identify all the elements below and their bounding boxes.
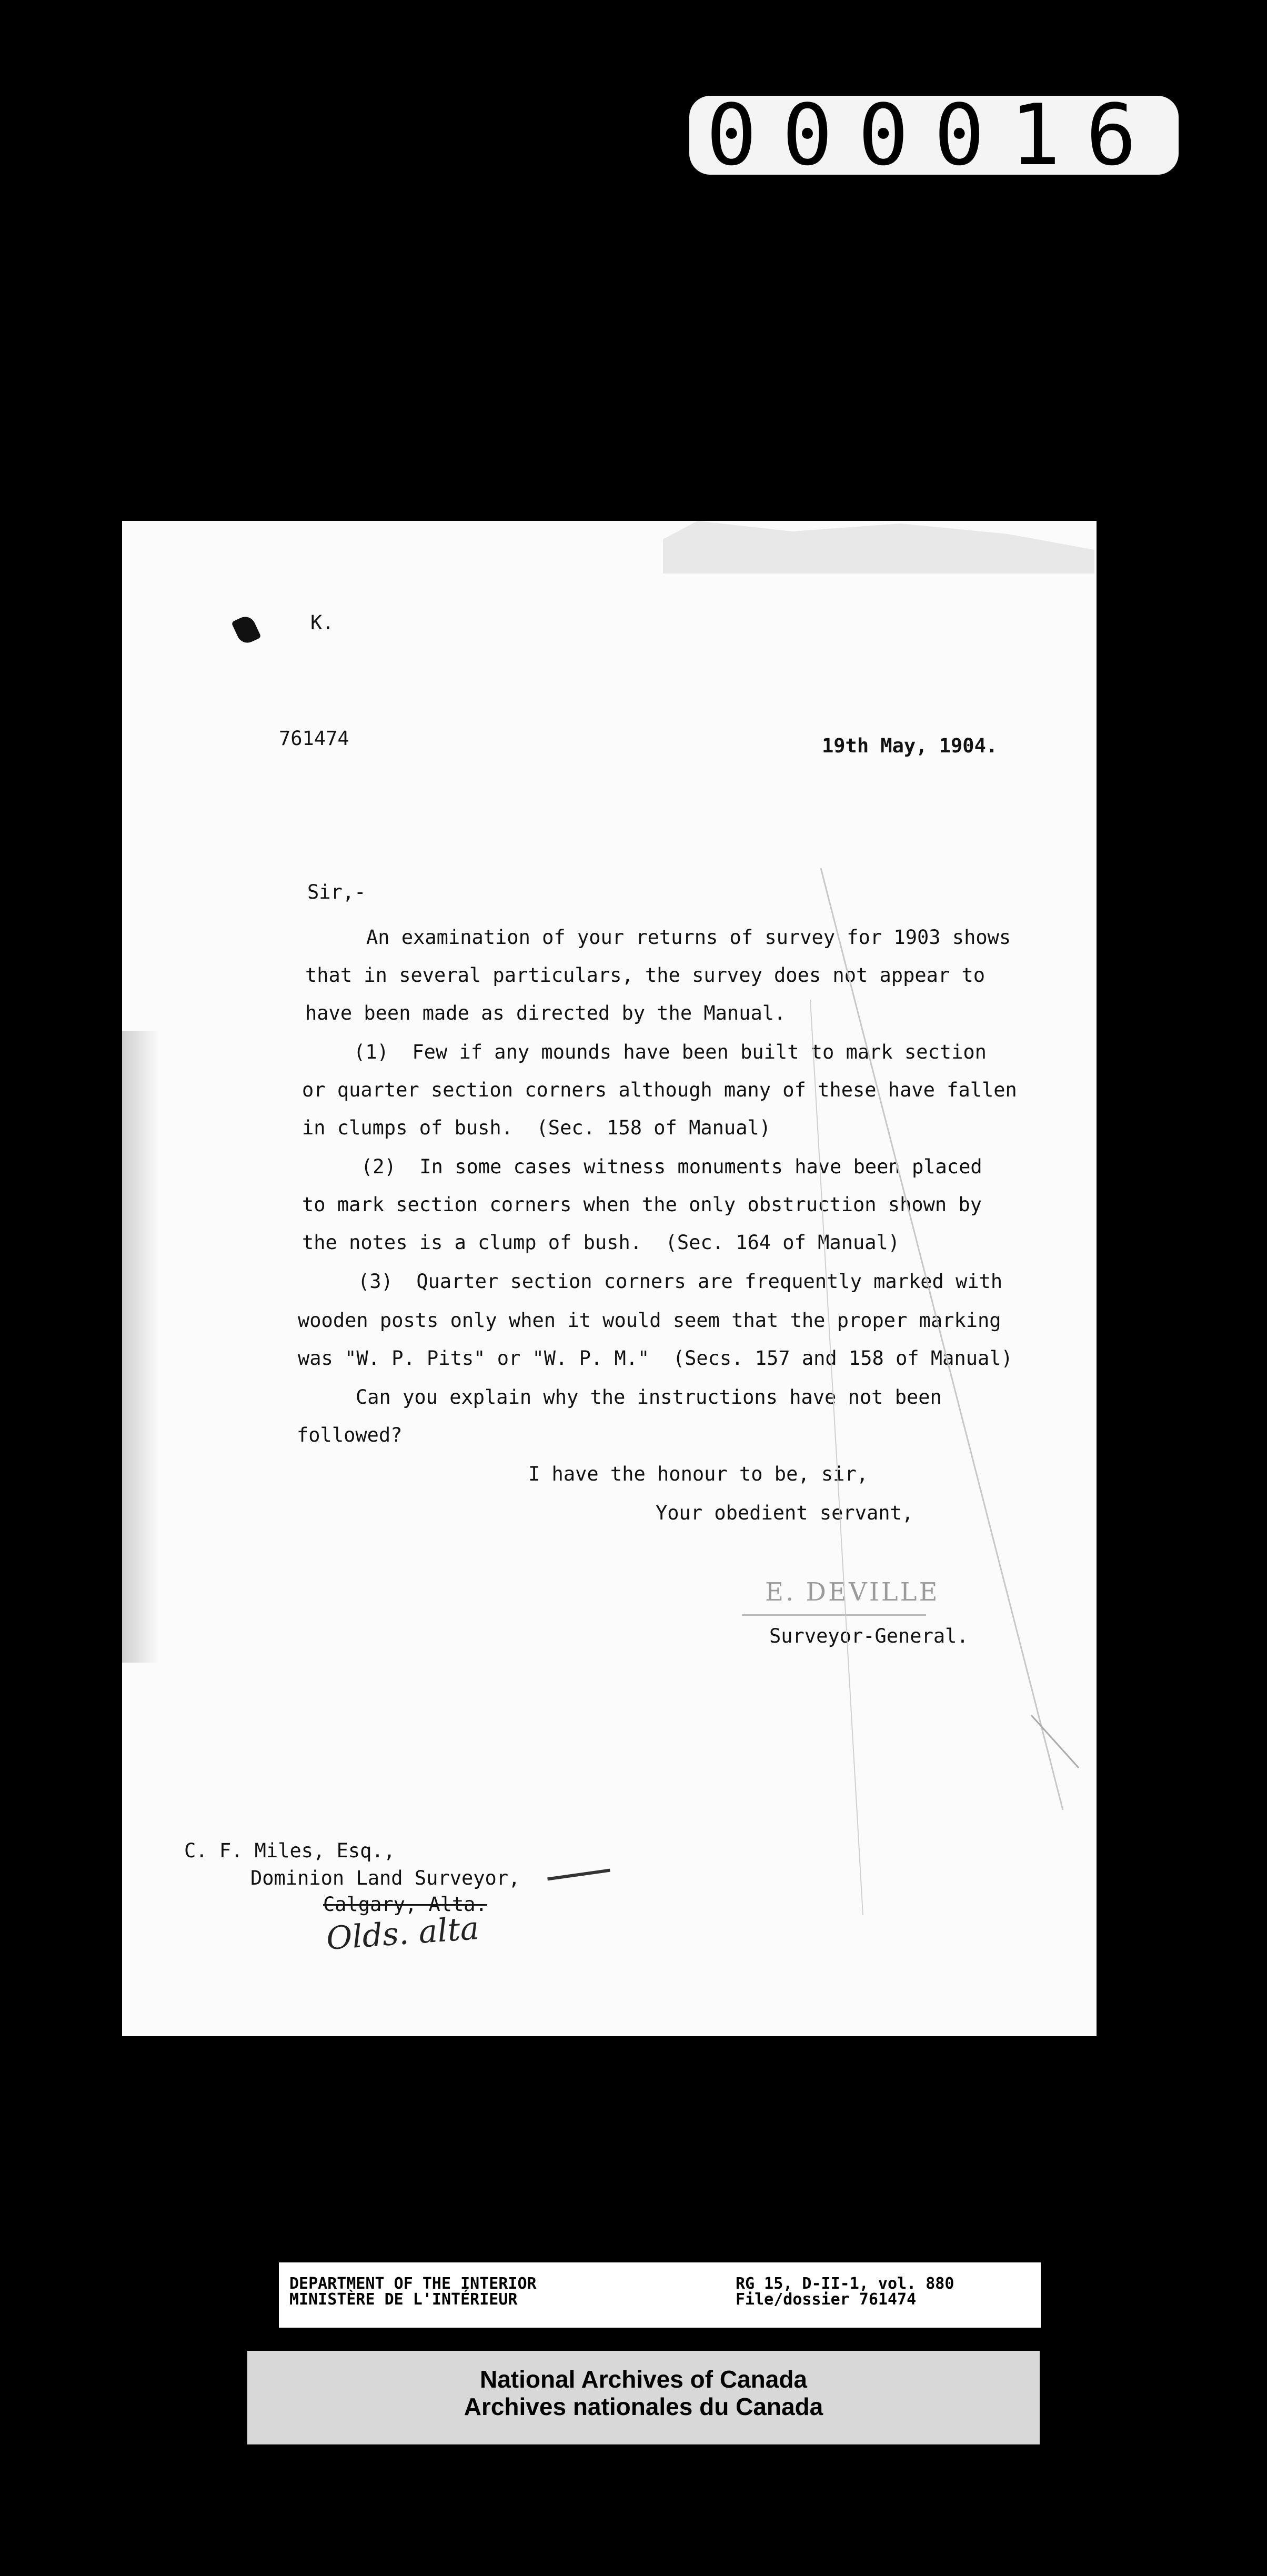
letter-date: 19th May, 1904. xyxy=(822,734,998,757)
body-line: (1) Few if any mounds have been built to mark section xyxy=(354,1041,987,1063)
file-dossier-reference: File/dossier 761474 xyxy=(736,2290,917,2309)
department-english: DEPARTMENT OF THE INTERIOR xyxy=(289,2275,537,2293)
frame-number-stamp: 000016 xyxy=(689,96,1179,175)
address-name: C. F. Miles, Esq., xyxy=(184,1839,395,1862)
body-line: was "W. P. Pits" or "W. P. M." (Secs. 157 and 158 of Manual) xyxy=(298,1347,1013,1370)
body-line: that in several particulars, the survey does not appear to xyxy=(305,964,986,987)
address-struck-city: Calgary, Alta. xyxy=(323,1893,487,1916)
body-line: An examination of your returns of survey for 1903 shows xyxy=(366,926,1011,949)
signature-stamp: E. DEVILLE xyxy=(765,1577,940,1607)
archives-name-french: Archives nationales du Canada xyxy=(464,2393,823,2420)
archives-name-english: National Archives of Canada xyxy=(479,2366,807,2393)
record-group-reference: RG 15, D-II-1, vol. 880 xyxy=(736,2275,954,2293)
body-line: to mark section corners when the only obstruction shown by xyxy=(302,1193,982,1216)
closing-line: I have the honour to be, sir, xyxy=(528,1463,869,1485)
body-line: (2) In some cases witness monuments have been placed xyxy=(361,1155,982,1178)
body-line: Can you explain why the instructions have not been xyxy=(356,1386,942,1408)
body-line: (3) Quarter section corners are frequently marked with xyxy=(358,1270,1003,1293)
file-number: 761474 xyxy=(279,727,349,750)
department-french: MINISTÈRE DE L'INTÉRIEUR xyxy=(289,2290,518,2309)
body-line: in clumps of bush. (Sec. 158 of Manual) xyxy=(302,1116,771,1139)
salutation: Sir,- xyxy=(307,881,366,903)
body-line: have been made as directed by the Manual. xyxy=(305,1002,786,1024)
body-line: or quarter section corners although many of these have fallen xyxy=(302,1079,1017,1101)
body-line: wooden posts only when it would seem that the proper marking xyxy=(298,1309,1001,1332)
closing-line: Your obedient servant, xyxy=(656,1502,914,1524)
handwritten-city-note: Olds. alta xyxy=(325,1909,480,1958)
address-title: Dominion Land Surveyor, xyxy=(250,1867,520,1889)
corner-mark: K. xyxy=(310,611,334,634)
body-line: the notes is a clump of bush. (Sec. 164 of Manual) xyxy=(302,1231,900,1254)
body-line: followed? xyxy=(297,1424,403,1446)
signer-title: Surveyor-General. xyxy=(769,1625,969,1647)
